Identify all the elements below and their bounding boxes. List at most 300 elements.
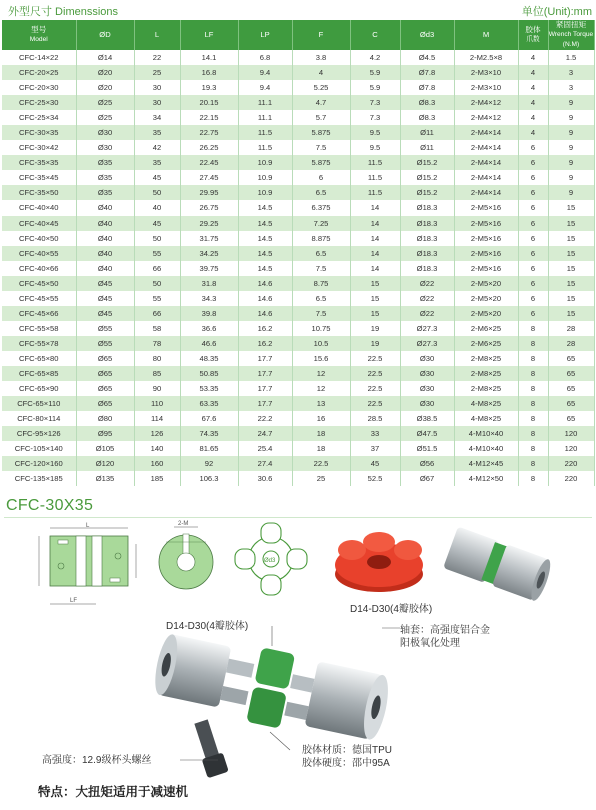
table-cell: CFC-40×50 — [2, 231, 76, 246]
table-cell: 4 — [518, 50, 548, 65]
table-cell: Ø18.3 — [400, 231, 454, 246]
table-cell: 3 — [548, 80, 594, 95]
table-cell: 110 — [134, 396, 180, 411]
table-row — [2, 95, 594, 110]
table-cell: Ø65 — [76, 396, 134, 411]
table-cell: Ø40 — [76, 231, 134, 246]
green-spider-lobe — [254, 647, 295, 689]
table-cell: 58 — [134, 321, 180, 336]
table-cell: 53.35 — [180, 381, 238, 396]
table-cell: 8 — [518, 411, 548, 426]
table-cell: 20.15 — [180, 95, 238, 110]
table-cell: 4-M10×40 — [454, 426, 518, 441]
column-header — [454, 20, 518, 50]
table-cell: 16.2 — [238, 336, 292, 351]
table-cell: Ø45 — [76, 306, 134, 321]
table-cell: 50 — [134, 276, 180, 291]
table-cell: 2-M4×14 — [454, 125, 518, 140]
left-hub-jaw — [226, 659, 254, 678]
table-cell: 17.7 — [238, 351, 292, 366]
table-row — [2, 246, 594, 261]
table-cell: 25.4 — [238, 441, 292, 456]
column-header — [2, 20, 76, 50]
table-cell: CFC-65×85 — [2, 366, 76, 381]
table-cell: 6 — [518, 306, 548, 321]
table-cell: CFC-95×126 — [2, 426, 76, 441]
table-row — [2, 396, 594, 411]
table-cell: CFC-30×35 — [2, 125, 76, 140]
table-row — [2, 170, 594, 185]
d3-label: Ød3 — [264, 558, 276, 564]
table-cell: 16 — [292, 411, 350, 426]
table-cell: 2-M8×25 — [454, 351, 518, 366]
table-cell: 5.875 — [292, 125, 350, 140]
table-cell: 22.2 — [238, 411, 292, 426]
table-cell: Ø51.5 — [400, 441, 454, 456]
table-cell: CFC-25×34 — [2, 110, 76, 125]
table-cell: 11.5 — [350, 155, 400, 170]
table-row — [2, 216, 594, 231]
table-cell: 114 — [134, 411, 180, 426]
table-cell: 9 — [548, 140, 594, 155]
table-cell: 37 — [350, 441, 400, 456]
table-cell: 15 — [548, 246, 594, 261]
table-cell: 63.35 — [180, 396, 238, 411]
table-cell: 4 — [518, 80, 548, 95]
table-cell: CFC-40×40 — [2, 200, 76, 215]
table-row — [2, 110, 594, 125]
table-cell: 52.5 — [350, 471, 400, 486]
table-cell: 6.375 — [292, 200, 350, 215]
table-cell: CFC-105×140 — [2, 441, 76, 456]
table-cell: 15 — [350, 276, 400, 291]
table-cell: CFC-55×58 — [2, 321, 76, 336]
table-row — [2, 441, 594, 456]
end-view-drawing — [152, 516, 218, 596]
table-cell: 8 — [518, 396, 548, 411]
column-header-main: LF — [204, 30, 214, 39]
table-cell: 2-M5×20 — [454, 276, 518, 291]
dim-2m-label: 2-M — [178, 521, 189, 527]
table-cell: 11.1 — [238, 110, 292, 125]
table-cell: 4-M10×40 — [454, 441, 518, 456]
table-row — [2, 125, 594, 140]
table-cell: CFC-45×50 — [2, 276, 76, 291]
table-cell: Ø55 — [76, 321, 134, 336]
material-callout: 胶体材质：德国TPU 胶体硬度：邵中95A — [302, 745, 392, 769]
table-cell: 6 — [518, 185, 548, 200]
table-cell: 7.3 — [350, 95, 400, 110]
table-cell: 9.4 — [238, 80, 292, 95]
table-cell: 27.45 — [180, 170, 238, 185]
table-cell: 45 — [134, 170, 180, 185]
table-cell: Ø65 — [76, 351, 134, 366]
table-cell: 14 — [350, 231, 400, 246]
table-row — [2, 426, 594, 441]
table-cell: 14 — [350, 261, 400, 276]
table-cell: 10.9 — [238, 185, 292, 200]
table-cell: CFC-40×66 — [2, 261, 76, 276]
slot-mark — [58, 540, 68, 544]
table-cell: Ø135 — [76, 471, 134, 486]
bore — [177, 553, 195, 571]
table-cell: 10.5 — [292, 336, 350, 351]
table-cell: Ø11 — [400, 140, 454, 155]
table-cell: 6.5 — [292, 185, 350, 200]
table-cell: 18 — [292, 441, 350, 456]
table-cell: Ø18.3 — [400, 200, 454, 215]
table-cell: Ø8.3 — [400, 95, 454, 110]
table-header-row — [2, 20, 594, 50]
table-cell: 15 — [548, 261, 594, 276]
table-row — [2, 306, 594, 321]
table-cell: 6 — [518, 155, 548, 170]
table-row — [2, 185, 594, 200]
green-spider-lobe — [246, 686, 287, 728]
table-cell: 9.5 — [350, 125, 400, 140]
table-cell: CFC-55×78 — [2, 336, 76, 351]
table-cell: Ø27.3 — [400, 321, 454, 336]
table-cell: 22.45 — [180, 155, 238, 170]
table-cell: 5.25 — [292, 80, 350, 95]
column-header-sub: Wrench Torque (N.M) — [548, 31, 594, 48]
table-cell: 11.1 — [238, 95, 292, 110]
column-header-main: ØD — [99, 30, 111, 39]
table-cell: 22 — [134, 50, 180, 65]
table-cell: CFC-40×45 — [2, 216, 76, 231]
table-cell: 12 — [292, 381, 350, 396]
table-cell: 185 — [134, 471, 180, 486]
table-cell: 106.3 — [180, 471, 238, 486]
table-cell: 2-M2.5×8 — [454, 50, 518, 65]
table-cell: 28 — [548, 321, 594, 336]
table-cell: 2-M8×25 — [454, 381, 518, 396]
table-cell: CFC-65×80 — [2, 351, 76, 366]
table-cell: 2-M4×14 — [454, 140, 518, 155]
table-cell: Ø40 — [76, 200, 134, 215]
table-cell: CFC-35×50 — [2, 185, 76, 200]
side-view-gap — [76, 536, 86, 586]
table-cell: 4 — [518, 125, 548, 140]
table-cell: 81.65 — [180, 441, 238, 456]
table-cell: 15.6 — [292, 351, 350, 366]
table-cell: 2-M5×16 — [454, 261, 518, 276]
screw-callout: 高强度：12.9级杯头螺丝 — [42, 755, 152, 766]
table-cell: 2-M5×16 — [454, 231, 518, 246]
table-cell: 6.5 — [292, 246, 350, 261]
table-cell: 3.8 — [292, 50, 350, 65]
table-cell: Ø30 — [76, 125, 134, 140]
table-cell: 8.875 — [292, 231, 350, 246]
table-cell: 2-M3×10 — [454, 80, 518, 95]
table-cell: 6 — [518, 291, 548, 306]
table-cell: 26.25 — [180, 140, 238, 155]
table-cell: Ø35 — [76, 170, 134, 185]
table-cell: 9.5 — [350, 140, 400, 155]
spider-jaw — [261, 523, 281, 543]
table-cell: Ø47.5 — [400, 426, 454, 441]
table-cell: 74.35 — [180, 426, 238, 441]
table-cell: 22.75 — [180, 125, 238, 140]
table-cell: Ø15.2 — [400, 170, 454, 185]
right-hub-jaw — [290, 674, 314, 692]
table-cell: 14 — [350, 200, 400, 215]
table-cell: Ø95 — [76, 426, 134, 441]
table-cell: 10.9 — [238, 155, 292, 170]
table-cell: 90 — [134, 381, 180, 396]
column-header-main: 型号 — [31, 25, 47, 34]
table-cell: Ø4.5 — [400, 50, 454, 65]
table-cell: 50.85 — [180, 366, 238, 381]
table-cell: Ø18.3 — [400, 261, 454, 276]
coupling-photo — [438, 520, 556, 606]
table-cell: 80 — [134, 351, 180, 366]
table-cell: 8 — [518, 336, 548, 351]
column-header-main: M — [482, 30, 490, 39]
table-cell: 14.6 — [238, 276, 292, 291]
table-row — [2, 291, 594, 306]
table-cell: Ø30 — [400, 381, 454, 396]
table-cell: Ø15.2 — [400, 155, 454, 170]
table-cell: 19 — [350, 336, 400, 351]
table-cell: 34.3 — [180, 291, 238, 306]
table-cell: 16.2 — [238, 321, 292, 336]
table-cell: 28 — [548, 336, 594, 351]
column-header — [134, 20, 180, 50]
table-cell: 30 — [134, 95, 180, 110]
table-cell: Ø40 — [76, 246, 134, 261]
table-row — [2, 155, 594, 170]
table-cell: 85 — [134, 366, 180, 381]
table-cell: 126 — [134, 426, 180, 441]
table-row — [2, 231, 594, 246]
table-cell: 8 — [518, 471, 548, 486]
table-cell: Ø30 — [400, 366, 454, 381]
table-cell: 14 — [350, 216, 400, 231]
table-cell: CFC-65×110 — [2, 396, 76, 411]
table-cell: 28.5 — [350, 411, 400, 426]
table-cell: 140 — [134, 441, 180, 456]
table-cell: 3 — [548, 65, 594, 80]
table-cell: 2-M5×16 — [454, 246, 518, 261]
table-cell: Ø45 — [76, 276, 134, 291]
table-cell: 8 — [518, 351, 548, 366]
table-cell: 4.2 — [350, 50, 400, 65]
table-cell: 4-M12×45 — [454, 456, 518, 471]
table-cell: 6 — [518, 246, 548, 261]
table-cell: 22.15 — [180, 110, 238, 125]
red-spider-jaw — [363, 532, 395, 552]
table-cell: CFC-45×66 — [2, 306, 76, 321]
clamp-slot — [183, 534, 189, 554]
spider-jaw — [287, 549, 307, 569]
table-cell: 34.25 — [180, 246, 238, 261]
table-cell: 65 — [548, 381, 594, 396]
table-cell: 14.1 — [180, 50, 238, 65]
table-cell: 19.3 — [180, 80, 238, 95]
table-cell: Ø45 — [76, 291, 134, 306]
section-title: CFC-30X35 — [6, 497, 94, 514]
table-cell: Ø25 — [76, 110, 134, 125]
table-cell: CFC-14×22 — [2, 50, 76, 65]
table-cell: 22.5 — [350, 366, 400, 381]
side-view-gap — [92, 536, 102, 586]
table-cell: 8 — [518, 426, 548, 441]
table-cell: 9 — [548, 125, 594, 140]
table-cell: 29.95 — [180, 185, 238, 200]
table-cell: Ø8.3 — [400, 110, 454, 125]
table-cell: 22.5 — [350, 396, 400, 411]
table-cell: 4 — [518, 110, 548, 125]
table-cell: 45 — [350, 456, 400, 471]
column-header-main: 紧固扭矩 — [555, 20, 587, 29]
column-header — [400, 20, 454, 50]
table-cell: 11.5 — [238, 125, 292, 140]
table-row — [2, 336, 594, 351]
table-cell: 50 — [134, 231, 180, 246]
table-row — [2, 411, 594, 426]
table-cell: 15 — [350, 291, 400, 306]
table-cell: Ø22 — [400, 306, 454, 321]
table-cell: 15 — [548, 306, 594, 321]
table-cell: 8.75 — [292, 276, 350, 291]
table-body — [2, 50, 594, 486]
table-cell: 13 — [292, 396, 350, 411]
table-cell: 67.6 — [180, 411, 238, 426]
table-cell: 2-M4×12 — [454, 95, 518, 110]
table-cell: Ø65 — [76, 366, 134, 381]
table-cell: Ø30 — [76, 140, 134, 155]
table-cell: 15 — [548, 231, 594, 246]
red-spider-jaw — [338, 540, 366, 560]
table-cell: 2-M6×25 — [454, 321, 518, 336]
table-cell: 7.5 — [292, 261, 350, 276]
table-cell: 9 — [548, 185, 594, 200]
table-cell: 55 — [134, 291, 180, 306]
table-cell: 17.7 — [238, 396, 292, 411]
table-cell: 6 — [518, 216, 548, 231]
table-row — [2, 321, 594, 336]
table-cell: 6.8 — [238, 50, 292, 65]
table-cell: 4-M12×50 — [454, 471, 518, 486]
table-cell: 65 — [548, 351, 594, 366]
table-cell: Ø15.2 — [400, 185, 454, 200]
table-cell: Ø120 — [76, 456, 134, 471]
table-cell: Ø40 — [76, 216, 134, 231]
table-cell: 40 — [134, 200, 180, 215]
table-cell: Ø22 — [400, 276, 454, 291]
table-cell: 66 — [134, 261, 180, 276]
table-cell: 11.5 — [350, 185, 400, 200]
column-header — [350, 20, 400, 50]
table-cell: CFC-30×42 — [2, 140, 76, 155]
table-row — [2, 65, 594, 80]
table-cell: Ø7.8 — [400, 65, 454, 80]
table-cell: 65 — [548, 366, 594, 381]
table-row — [2, 471, 594, 486]
table-cell: 4-M8×25 — [454, 411, 518, 426]
table-cell: 7.3 — [350, 110, 400, 125]
table-cell: 4.7 — [292, 95, 350, 110]
table-cell: 10.75 — [292, 321, 350, 336]
table-cell: Ø30 — [400, 351, 454, 366]
table-cell: 11.5 — [350, 170, 400, 185]
table-cell: Ø38.5 — [400, 411, 454, 426]
table-cell: 1.5 — [548, 50, 594, 65]
table-cell: 46.6 — [180, 336, 238, 351]
table-cell: 14.5 — [238, 246, 292, 261]
table-cell: 48.35 — [180, 351, 238, 366]
table-cell: 26.75 — [180, 200, 238, 215]
table-row — [2, 140, 594, 155]
table-cell: Ø35 — [76, 155, 134, 170]
table-cell: 45 — [134, 216, 180, 231]
table-cell: 4 — [518, 65, 548, 80]
dim-lf-label: LF — [70, 598, 78, 604]
table-cell: 78 — [134, 336, 180, 351]
red-spider-image — [330, 522, 428, 600]
table-cell: 6 — [518, 231, 548, 246]
table-cell: 2-M4×14 — [454, 170, 518, 185]
table-cell: Ø11 — [400, 125, 454, 140]
column-header — [238, 20, 292, 50]
table-cell: 11.5 — [238, 140, 292, 155]
table-cell: Ø25 — [76, 95, 134, 110]
table-cell: 14.6 — [238, 291, 292, 306]
header-bar — [0, 0, 596, 20]
table-cell: 14 — [350, 246, 400, 261]
table-cell: 24.7 — [238, 426, 292, 441]
table-cell: 25 — [134, 65, 180, 80]
right-hub-jaw — [284, 702, 308, 720]
table-cell: Ø20 — [76, 65, 134, 80]
left-hub-jaw — [220, 686, 248, 705]
table-cell: 12 — [292, 366, 350, 381]
table-cell: Ø7.8 — [400, 80, 454, 95]
exploded-spider-callout: D14-D30(4瓣胶体) — [166, 621, 249, 632]
table-row — [2, 261, 594, 276]
spider-jaw — [235, 549, 255, 569]
table-cell: 8 — [518, 321, 548, 336]
table-cell: 14.5 — [238, 216, 292, 231]
table-cell: 15 — [548, 216, 594, 231]
table-cell: 29.25 — [180, 216, 238, 231]
table-cell: 14.5 — [238, 200, 292, 215]
table-cell: 17.7 — [238, 366, 292, 381]
table-cell: CFC-120×160 — [2, 456, 76, 471]
table-cell: 10.9 — [238, 170, 292, 185]
table-cell: 16.8 — [180, 65, 238, 80]
table-cell: 19 — [350, 321, 400, 336]
table-cell: 35 — [134, 125, 180, 140]
table-cell: 2-M4×14 — [454, 155, 518, 170]
table-cell: 5.875 — [292, 155, 350, 170]
slot-mark — [110, 578, 120, 582]
table-cell: 220 — [548, 471, 594, 486]
table-cell: 2-M8×25 — [454, 366, 518, 381]
table-cell: 39.75 — [180, 261, 238, 276]
column-header — [548, 20, 594, 50]
column-header — [292, 20, 350, 50]
table-cell: 2-M3×10 — [454, 65, 518, 80]
spider-drawing — [232, 518, 310, 600]
table-row — [2, 80, 594, 95]
table-cell: 5.9 — [350, 80, 400, 95]
table-cell: 7.25 — [292, 216, 350, 231]
table-cell: 120 — [548, 441, 594, 456]
table-cell: CFC-45×55 — [2, 291, 76, 306]
column-header — [76, 20, 134, 50]
